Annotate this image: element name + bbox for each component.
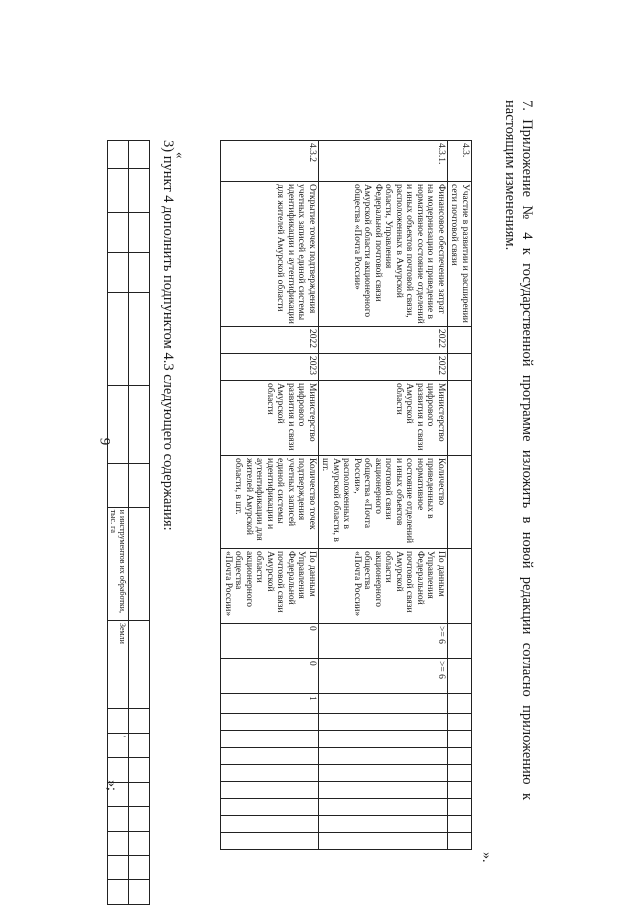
table-row [129, 141, 150, 905]
page-number: 9 [96, 437, 113, 446]
row-source: По данным Управления Федеральной почтовой связи Амурской области акционерного общества «Почта России» [221, 549, 319, 624]
row-number: 4.3.2 [221, 141, 319, 182]
row-indicator: Количество приведенных в нормативное состояние отделений и иных объектов почтовой связи акционерного общества «Почта России», расположенных в Амурской области, в шт. [319, 456, 448, 549]
row-source: По данным Управления Федеральной почтовой связи Амурской области акционерного общества «Почта России» [319, 549, 448, 624]
row-value-1: >= 6 [319, 624, 448, 659]
closing-quote-1: »; [104, 780, 119, 791]
closing-quote-2: ». [479, 852, 494, 863]
subheading: 3) пункт 4 дополнить подпунктом 4.3 следующего содержания: [160, 140, 176, 531]
row-start [448, 327, 472, 354]
row-executor: Министерство цифрового развития и связи Амурской области [319, 381, 448, 456]
row-value-2: 0 [221, 659, 319, 694]
row-indicator: Количество точек подтверждения учетных записей единой системы идентификации и аутентификации для жителей Амурской области, в шт. [221, 456, 319, 549]
table-row [448, 141, 472, 850]
row-value-3 [319, 694, 448, 714]
mark-cell: ' [108, 733, 129, 757]
row-value-1 [448, 624, 472, 659]
paragraph-7: 7. Приложение № 4 к государственной программе изложить в новой редакции согласно приложению к настоящим изменениям. [502, 100, 535, 800]
opening-quote: « [173, 152, 188, 159]
row-executor [448, 381, 472, 456]
row-end [448, 354, 472, 381]
row-start: 2022 [319, 327, 448, 354]
row-name: Участие в развитии и расширении сети почтовой связи [448, 182, 472, 327]
row-end: 2023 [221, 354, 319, 381]
row-value-2: >= 6 [319, 659, 448, 694]
row-value-1: 0 [221, 624, 319, 659]
row-number: 4.3.1. [319, 141, 448, 182]
table-row [319, 141, 448, 850]
row-value-2 [448, 659, 472, 694]
source-cell: Земли [108, 620, 129, 708]
unit-cell: и инструментов их обработки, тыс. га [108, 507, 129, 620]
row-value-3 [448, 694, 472, 714]
row-name: Открытие точек подтверждения учетных записей единой системы идентификации и аутентификации для жителей Амурской области [221, 182, 319, 327]
row-source [448, 549, 472, 624]
table-row [221, 141, 319, 850]
row-start: 2022 [221, 327, 319, 354]
row-number: 4.3. [448, 141, 472, 182]
row-name: Финансовое обеспечение затрат на модернизацию и приведение в нормативное состояние отделений и иных объектов почтовой связи, расположенных в Амурской области, Управления Федеральной почтовой связи Амурской области акционерного общества «Почта России» [319, 182, 448, 327]
main-table [221, 140, 473, 850]
row-value-3: 1 [221, 694, 319, 714]
row-executor: Министерство цифрового развития и связи Амурской области [221, 381, 319, 456]
row-end: 2022 [319, 354, 448, 381]
row-indicator [448, 456, 472, 549]
